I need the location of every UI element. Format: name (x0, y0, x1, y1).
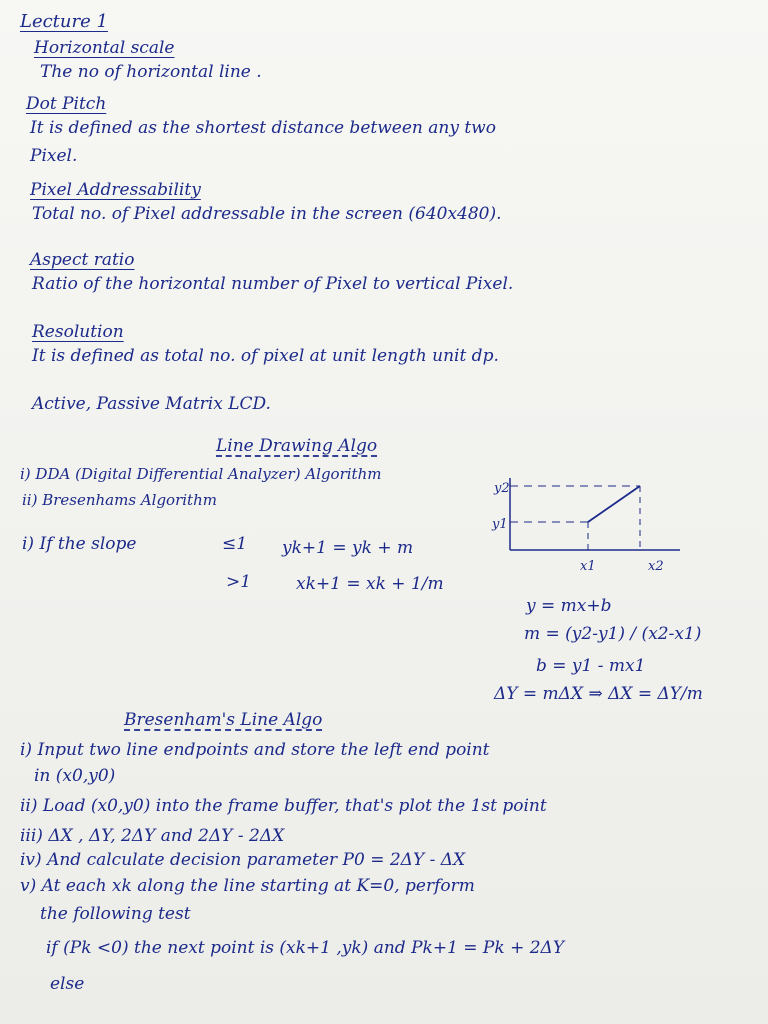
text-pixel-addressability: Total no. of Pixel addressable in the screen (640x480). (32, 204, 502, 224)
bresenham-step-1: i) Input two line endpoints and store the left end point (20, 740, 490, 760)
bresenham-test-condition: if (Pk <0) the next point is (xk+1 ,yk) and Pk+1 = Pk + 2ΔY (46, 938, 565, 958)
heading-dot-pitch: Dot Pitch (26, 94, 107, 114)
bresenham-else: else (50, 974, 85, 994)
text-dot-pitch-2: Pixel. (30, 146, 78, 166)
heading-aspect-ratio: Aspect ratio (30, 250, 135, 270)
graph-label-x1: x1 (580, 559, 596, 574)
text-dot-pitch: It is defined as the shortest distance between any two (30, 118, 496, 138)
graph-line-segment (588, 486, 640, 522)
dda-equation-1: yk+1 = yk + m (282, 538, 414, 558)
text-horizontal-scale: The no of horizontal line . (40, 62, 262, 82)
heading-pixel-addressability: Pixel Addressability (30, 180, 201, 200)
formula-slope: m = (y2-y1) / (x2-x1) (524, 624, 702, 644)
dda-item: i) DDA (Digital Differential Analyzer) Algorithm (20, 465, 382, 483)
bresenham-step-5: v) At each xk along the line starting at K=0, perform (20, 876, 475, 896)
slope-intro: i) If the slope (22, 534, 137, 554)
graph-label-y1: y1 (492, 517, 508, 532)
bresenham-step-4: iv) And calculate decision parameter P0 = 2ΔY - ΔX (20, 850, 466, 870)
text-aspect-ratio: Ratio of the horizontal number of Pixel to vertical Pixel. (32, 274, 514, 294)
bresenham-title: Bresenham's Line Algo (124, 710, 323, 730)
bresenham-item: ii) Bresenhams Algorithm (22, 491, 217, 509)
graph-label-y2: y2 (494, 481, 510, 496)
formula-intercept: b = y1 - mx1 (536, 656, 646, 676)
slope-cond-1: ≤1 (222, 534, 248, 554)
line-graph-diagram (480, 470, 710, 582)
formula-line-equation: y = mx+b (526, 596, 612, 616)
text-resolution: It is defined as total no. of pixel at unit length unit dp. (32, 346, 499, 366)
dda-equation-2: xk+1 = xk + 1/m (296, 574, 444, 594)
bresenham-step-5b: the following test (40, 904, 191, 924)
bresenham-step-3: iii) ΔX , ΔY, 2ΔY and 2ΔY - 2ΔX (20, 826, 285, 846)
slope-cond-2: >1 (226, 572, 252, 592)
line-drawing-title: Line Drawing Algo (216, 436, 378, 456)
text-lcd-types: Active, Passive Matrix LCD. (32, 394, 271, 414)
bresenham-step-2: ii) Load (x0,y0) into the frame buffer, that's plot the 1st point (20, 796, 547, 816)
heading-horizontal-scale: Horizontal scale (34, 38, 175, 58)
bresenham-step-1b: in (x0,y0) (34, 766, 116, 786)
lecture-title: Lecture 1 (20, 11, 108, 32)
formula-delta: ΔY = mΔX ⇒ ΔX = ΔY/m (494, 684, 703, 704)
graph-label-x2: x2 (648, 559, 664, 574)
heading-resolution: Resolution (32, 322, 124, 342)
